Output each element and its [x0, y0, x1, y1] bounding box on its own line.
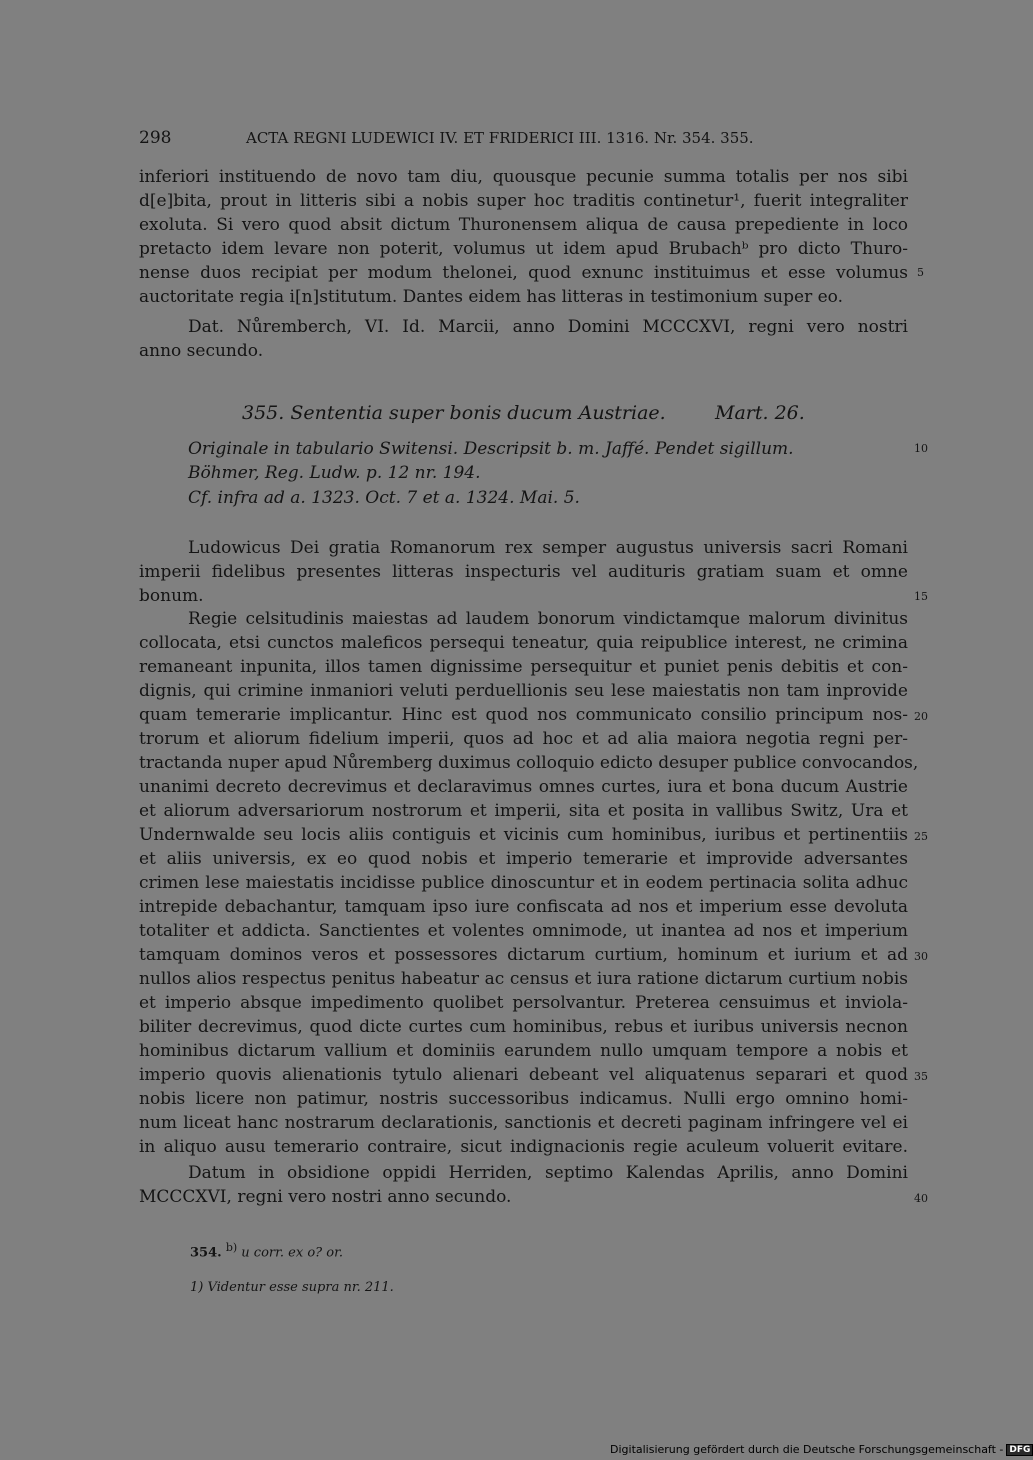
margin-line-number: 10 — [914, 442, 928, 455]
body-line: et aliis universis, ex eo quod nobis et imperio temerarie et improvide adversantes — [139, 849, 908, 869]
margin-line-number: 20 — [914, 710, 928, 723]
credit-text: Digitalisierung gefördert durch die Deutsche Forschungsgemeinschaft - — [610, 1443, 1004, 1456]
body-line: et imperio absque impedimento quolibet persolvantur. Preterea censuimus et inviola- — [139, 993, 908, 1013]
source-line: Böhmer, Reg. Ludw. p. 12 nr. 194. — [188, 463, 481, 483]
body-line: tractanda nuper apud Nůremberg duximus colloquio edicto desuper publice convocandos, — [139, 753, 919, 773]
datum-line: MCCCXVI, regni vero nostri anno secundo. — [139, 1187, 512, 1207]
body-line: in aliquo ausu temerario contraire, sicut indignacionis regie aculeum voluerit evitare. — [139, 1137, 908, 1157]
body-line: biliter decrevimus, quod dicte curtes cum hominibus, rebus et iuribus universis necnon — [139, 1017, 908, 1037]
margin-line-number: 35 — [914, 1070, 928, 1083]
body-line: totaliter et addicta. Sanctientes et volentes omnimode, ut inantea ad nos et imperium — [139, 921, 908, 941]
body-line: collocata, etsi cunctos maleficos persequi teneatur, quia reipublice interest, ne crimina — [139, 633, 908, 653]
footnote-mark: b) — [225, 1241, 238, 1254]
body-line: Regie celsitudinis maiestas ad laudem bonorum vindictamque malorum divinitus — [188, 609, 908, 629]
body-line: num liceat hanc nostrarum declarationis, sanctionis et decreti paginam infringere vel ei — [139, 1113, 908, 1133]
body-line: dignis, qui crimine inmaniori veluti perduellionis seu lese maiestatis non tam inprovide — [139, 681, 908, 701]
text-line: pretacto idem levare non poterit, volumus ut idem apud Brubachᵇ pro dicto Thuro- — [139, 239, 908, 259]
margin-line-number: 25 — [914, 830, 928, 843]
heading-title: 355. Sententia super bonis ducum Austriae. — [242, 402, 666, 424]
dat-line: Dat. Nůremberch, VI. Id. Marcii, anno Domini MCCCXVI, regni vero nostri — [188, 317, 908, 337]
text-line: d[e]bita, prout in litteris sibi a nobis super hoc traditis continetur¹, fuerit integraliter — [139, 191, 908, 211]
page-number: 298 — [139, 128, 172, 148]
body-line: quam temerarie implicantur. Hinc est quod nos communicato consilio principum nos- — [139, 705, 908, 725]
intro-line: Ludowicus Dei gratia Romanorum rex semper augustus universis sacri Romani — [188, 538, 908, 558]
heading-date: Mart. 26. — [715, 402, 805, 424]
source-line: Originale in tabulario Switensi. Descripsit b. m. Jaffé. Pendet sigillum. — [188, 439, 794, 459]
body-line: imperio quovis alienationis tytulo alienari debeant vel aliquatenus separari et quod — [139, 1065, 908, 1085]
footnote-1: 1) Videntur esse supra nr. 211. — [190, 1280, 394, 1295]
margin-line-number: 40 — [914, 1192, 928, 1205]
body-line: Undernwalde seu locis aliis contiguis et vicinis cum hominibus, iuribus et pertinentiis — [139, 825, 908, 845]
text-line: nense duos recipiat per modum thelonei, quod exnunc instituimus et esse volumus — [139, 263, 908, 283]
body-line: unanimi decreto decrevimus et declaravimus omnes curtes, iura et bona ducum Austrie — [139, 777, 908, 797]
dfg-logo: DFG — [1006, 1444, 1033, 1456]
document-heading — [242, 401, 822, 425]
text-line: exoluta. Si vero quod absit dictum Thuronensem aliqua de causa prepediente in loco — [139, 215, 908, 235]
source-line: Cf. infra ad a. 1323. Oct. 7 et a. 1324. Mai. 5. — [188, 488, 580, 508]
datum-line: Datum in obsidione oppidi Herriden, septimo Kalendas Aprilis, anno Domini — [188, 1163, 908, 1183]
running-title: ACTA REGNI LUDEWICI IV. ET FRIDERICI III. 1316. Nr. 354. 355. — [246, 129, 754, 147]
body-line: tamquam dominos veros et possessores dictarum curtium, hominum et iurium et ad — [139, 945, 908, 965]
margin-line-number: 30 — [914, 950, 928, 963]
body-line: nobis licere non patimur, nostris successoribus indicamus. Nulli ergo omnino homi- — [139, 1089, 908, 1109]
body-line: et aliorum adversariorum nostrorum et imperii, sita et posita in vallibus Switz, Ura et — [139, 801, 908, 821]
body-line: trorum et aliorum fidelium imperii, quos ad hoc et ad alia maiora negotia regni per- — [139, 729, 908, 749]
body-line: hominibus dictarum vallium et dominiis earundem nullo umquam tempore a nobis et — [139, 1041, 908, 1061]
footnote-doc-number: 354. — [190, 1245, 222, 1261]
dat-line: anno secundo. — [139, 341, 264, 361]
body-line: remaneant inpunita, illos tamen dignissime persequitur et puniet penis debitis et con- — [139, 657, 908, 677]
margin-line-number: 5 — [917, 266, 924, 279]
body-line: nullos alios respectus penitus habeatur ac census et iura ratione dictarum curtium nobis — [139, 969, 908, 989]
text-line: inferiori instituendo de novo tam diu, quousque pecunie summa totalis per nos sibi — [139, 167, 908, 187]
margin-line-number: 15 — [914, 590, 928, 603]
footnote-variant — [190, 1241, 343, 1260]
text-line: auctoritate regia i[n]stitutum. Dantes eidem has litteras in testimonium super eo. — [139, 287, 844, 307]
body-line: intrepide debachantur, tamquam ipso iure confiscata ad nos et imperium esse devoluta — [139, 897, 908, 917]
intro-line: imperii fidelibus presentes litteras inspecturis vel audituris gratiam suam et omne — [139, 562, 908, 582]
running-header — [139, 127, 819, 149]
footnote-text: u corr. ex o? or. — [241, 1245, 344, 1261]
intro-line: bonum. — [139, 586, 204, 606]
body-line: crimen lese maiestatis incidisse publice dinoscuntur et in eodem pertinacia solita adhuc — [139, 873, 908, 893]
digitization-credit — [610, 1443, 1033, 1456]
